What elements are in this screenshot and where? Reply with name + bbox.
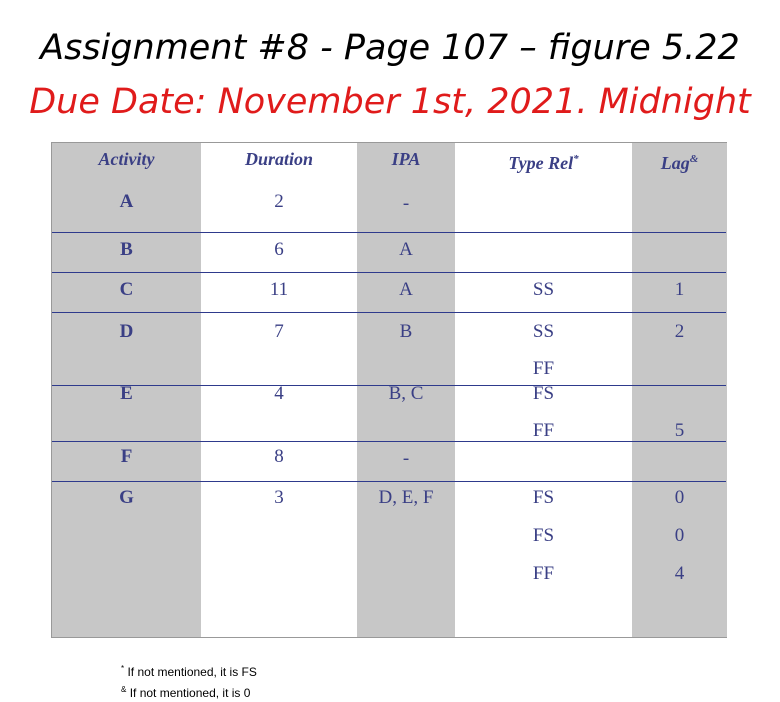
footnote-type-rel: * If not mentioned, it is FS [121, 664, 257, 679]
header-lag: Lag& [660, 153, 699, 173]
type-rel-cell: FF [532, 358, 555, 379]
duration-cell: 8 [274, 446, 284, 467]
type-rel-cell: SS [532, 279, 555, 300]
lag-cell: 2 [674, 321, 685, 342]
ipa-cell: A [399, 239, 413, 260]
type-rel-cell: FS [532, 383, 555, 404]
activity-cell: E [120, 383, 133, 404]
row-divider [52, 312, 726, 313]
lag-cell: 1 [674, 279, 685, 300]
footnotes [121, 660, 257, 702]
type-rel-cell: FS [532, 487, 555, 508]
activity-cell: G [119, 487, 134, 508]
activity-cell: F [120, 446, 133, 467]
row-divider [52, 481, 726, 482]
activity-cell: A [119, 191, 134, 212]
type-rel-cell: FF [532, 420, 555, 441]
ipa-cell: - [402, 193, 410, 214]
ipa-cell: D, E, F [378, 487, 434, 508]
ipa-cell: A [399, 279, 413, 300]
lag-cell: 4 [674, 563, 685, 584]
row-divider [52, 272, 726, 273]
footnote-lag: & If not mentioned, it is 0 [121, 685, 251, 700]
ipa-cell: B, C [388, 383, 424, 404]
duration-cell: 4 [274, 383, 284, 404]
activity-cell: B [120, 239, 133, 260]
header-type-rel: Type Rel* [508, 153, 579, 173]
header-duration: Duration [244, 149, 314, 169]
duration-cell: 2 [274, 191, 284, 212]
header-activity: Activity [98, 149, 155, 169]
type-rel-cell: SS [532, 321, 555, 342]
duration-cell: 11 [269, 279, 289, 300]
activity-cell: C [119, 279, 134, 300]
activity-cell: D [119, 321, 134, 342]
ipa-cell: - [402, 448, 410, 469]
lag-cell: 5 [674, 420, 685, 441]
header-ipa: IPA [391, 149, 421, 169]
assignment-title: Assignment #8 - Page 107 – figure 5.22 [40, 28, 740, 68]
row-divider [52, 232, 726, 233]
duration-cell: 3 [274, 487, 284, 508]
lag-cell: 0 [674, 487, 685, 508]
duration-cell: 7 [274, 321, 284, 342]
due-date-title: Due Date: November 1st, 2021. Midnight [29, 82, 751, 122]
lag-cell: 0 [674, 525, 685, 546]
type-rel-cell: FF [532, 563, 555, 584]
activity-table [51, 142, 727, 638]
duration-cell: 6 [274, 239, 284, 260]
type-rel-cell: FS [532, 525, 555, 546]
ipa-cell: B [399, 321, 413, 342]
